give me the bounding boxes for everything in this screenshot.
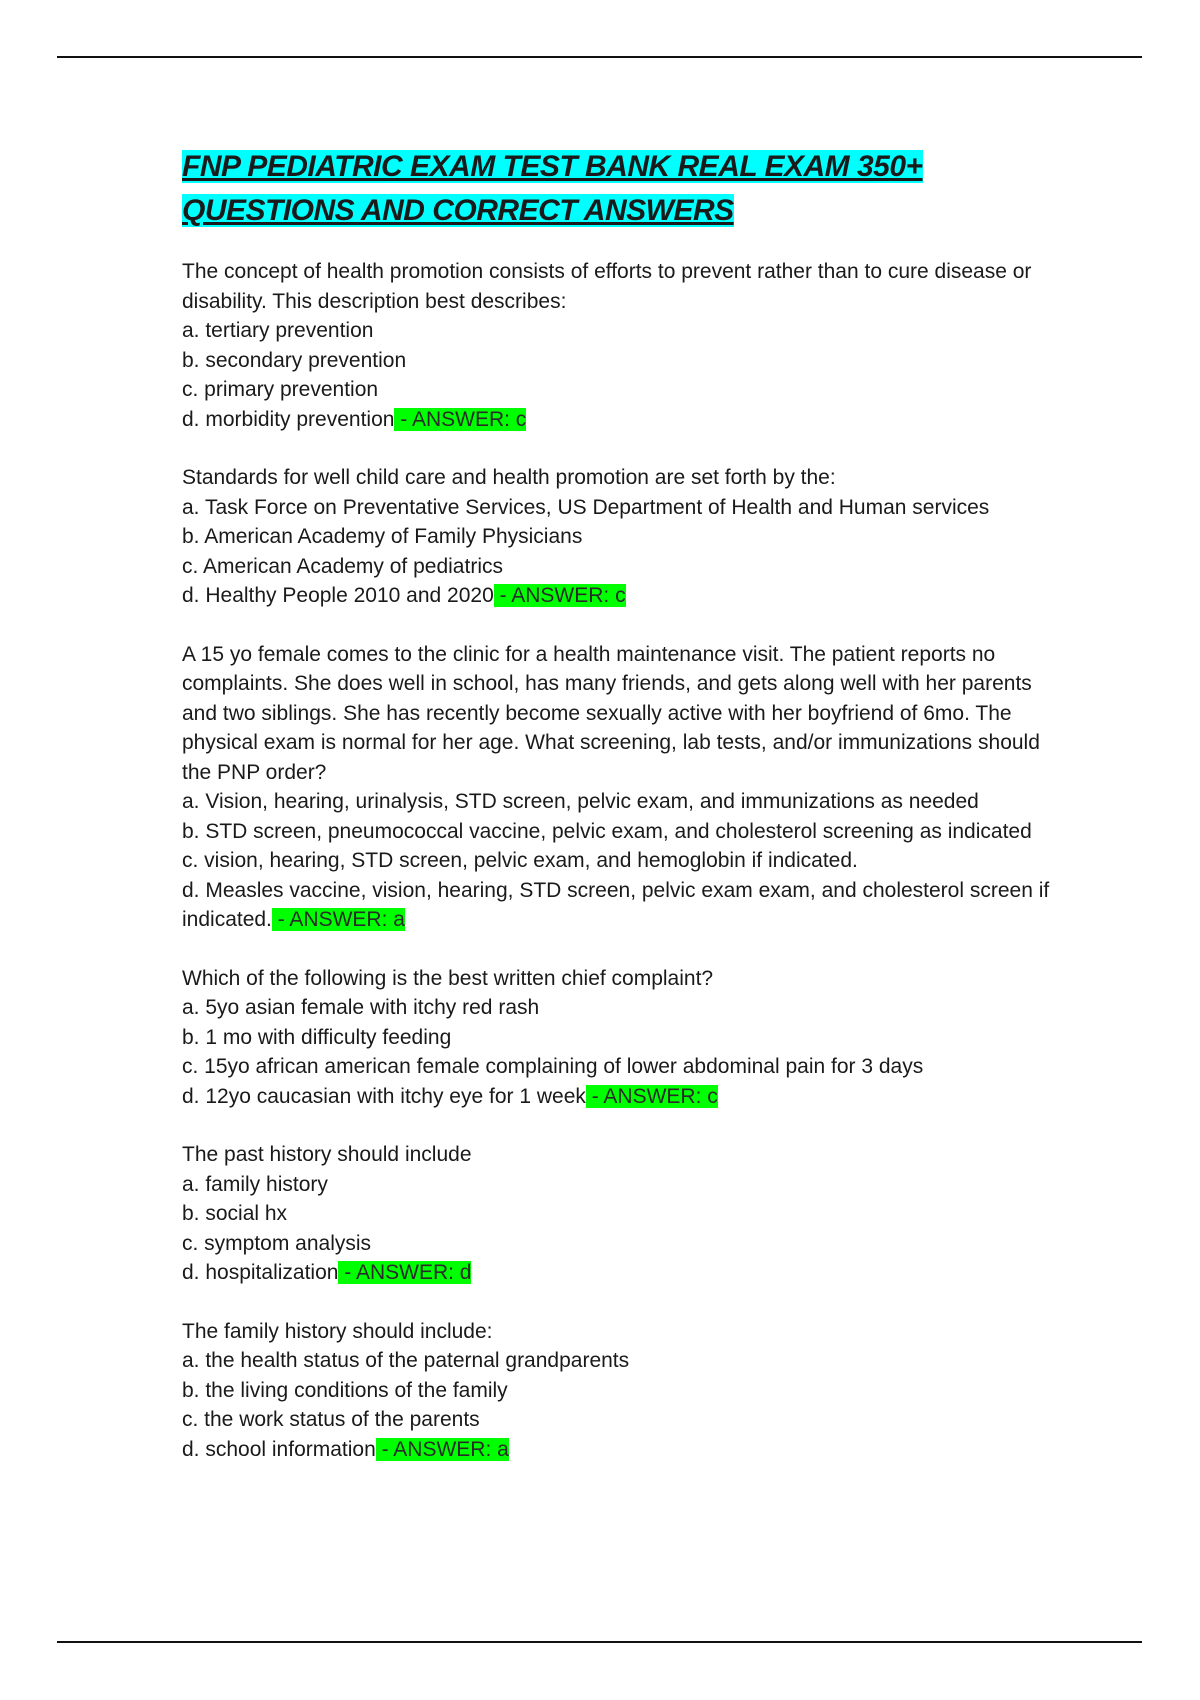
answer-key: - ANSWER: c — [493, 584, 626, 607]
header-rule — [57, 56, 1142, 58]
answer-option-last — [182, 405, 1062, 435]
answer-option: c. the work status of the parents — [182, 1408, 480, 1431]
document-body — [182, 145, 1062, 1493]
answer-option-last — [182, 876, 1062, 935]
answer-key: - ANSWER: d — [338, 1261, 472, 1284]
answer-option-last — [182, 1082, 1062, 1112]
answer-option-last — [182, 1258, 1062, 1288]
answer-option-text: d. Measles vaccine, vision, hearing, STD screen, pelvic exam exam, and cholesterol screen if indicated. — [182, 878, 1050, 931]
question-stem: Which of the following is the best written chief complaint? — [182, 966, 714, 990]
answer-key: - ANSWER: c — [394, 407, 527, 431]
document-title — [182, 145, 1062, 233]
answer-key: - ANSWER: c — [585, 1084, 718, 1108]
question-block — [182, 257, 1062, 434]
answer-option: a. Task Force on Preventative Services, US Department of Health and Human services — [182, 495, 990, 519]
answer-option: b. STD screen, pneumococcal vaccine, pelvic exam, and cholesterol screening as indicated — [182, 819, 1032, 843]
question-block — [182, 1140, 1062, 1288]
answer-option: b. social hx — [182, 1202, 288, 1225]
answer-option: a. tertiary prevention — [182, 319, 374, 342]
answer-option: b. American Academy of Family Physicians — [182, 525, 583, 548]
answer-option: b. secondary prevention — [182, 348, 407, 372]
answer-option-last — [182, 581, 1062, 611]
answer-option-last — [182, 1435, 1062, 1465]
footer-rule — [57, 1641, 1142, 1643]
answer-option-text: d. 12yo caucasian with itchy eye for 1 week — [182, 1084, 586, 1108]
answer-key: - ANSWER: a — [375, 1437, 509, 1461]
answer-option-text: d. school information — [182, 1437, 376, 1461]
document-title-text: FNP PEDIATRIC EXAM TEST BANK REAL EXAM 350+ QUESTIONS AND CORRECT ANSWERS — [182, 150, 923, 227]
answer-option: b. the living conditions of the family — [182, 1378, 508, 1402]
question-stem: A 15 yo female comes to the clinic for a health maintenance visit. The patient reports no complaints. She does well in school, has many friends, and gets along well with her parents and two siblings. She has recently become sexually active with her boyfriend of 6mo. The physical exam is normal for her age. What screening, lab tests, and/or immunizations should the PNP order? — [182, 642, 1040, 784]
question-block — [182, 463, 1062, 611]
answer-option: c. symptom analysis — [182, 1231, 372, 1255]
question-stem: The past history should include — [182, 1143, 472, 1166]
answer-key: - ANSWER: a — [271, 908, 405, 931]
question-stem: Standards for well child care and health promotion are set forth by the: — [182, 466, 836, 489]
answer-option: c. 15yo african american female complaining of lower abdominal pain for 3 days — [182, 1055, 924, 1078]
question-block — [182, 964, 1062, 1112]
answer-option: c. American Academy of pediatrics — [182, 554, 503, 578]
answer-option: c. primary prevention — [182, 378, 379, 401]
question-block — [182, 640, 1062, 935]
answer-option: a. Vision, hearing, urinalysis, STD screen, pelvic exam, and immunizations as needed — [182, 790, 979, 813]
question-stem: The family history should include: — [182, 1319, 493, 1343]
question-stem: The concept of health promotion consists of efforts to prevent rather than to cure disease or disability. This description best describes: — [182, 260, 1032, 313]
question-block — [182, 1317, 1062, 1465]
answer-option-text: d. morbidity prevention — [182, 407, 395, 431]
answer-option: b. 1 mo with difficulty feeding — [182, 1025, 452, 1049]
answer-option: c. vision, hearing, STD screen, pelvic exam, and hemoglobin if indicated. — [182, 849, 858, 872]
answer-option: a. family history — [182, 1172, 328, 1196]
answer-option-text: d. hospitalization — [182, 1261, 339, 1284]
answer-option: a. the health status of the paternal grandparents — [182, 1349, 630, 1372]
answer-option-text: d. Healthy People 2010 and 2020 — [182, 584, 494, 607]
answer-option: a. 5yo asian female with itchy red rash — [182, 996, 540, 1019]
